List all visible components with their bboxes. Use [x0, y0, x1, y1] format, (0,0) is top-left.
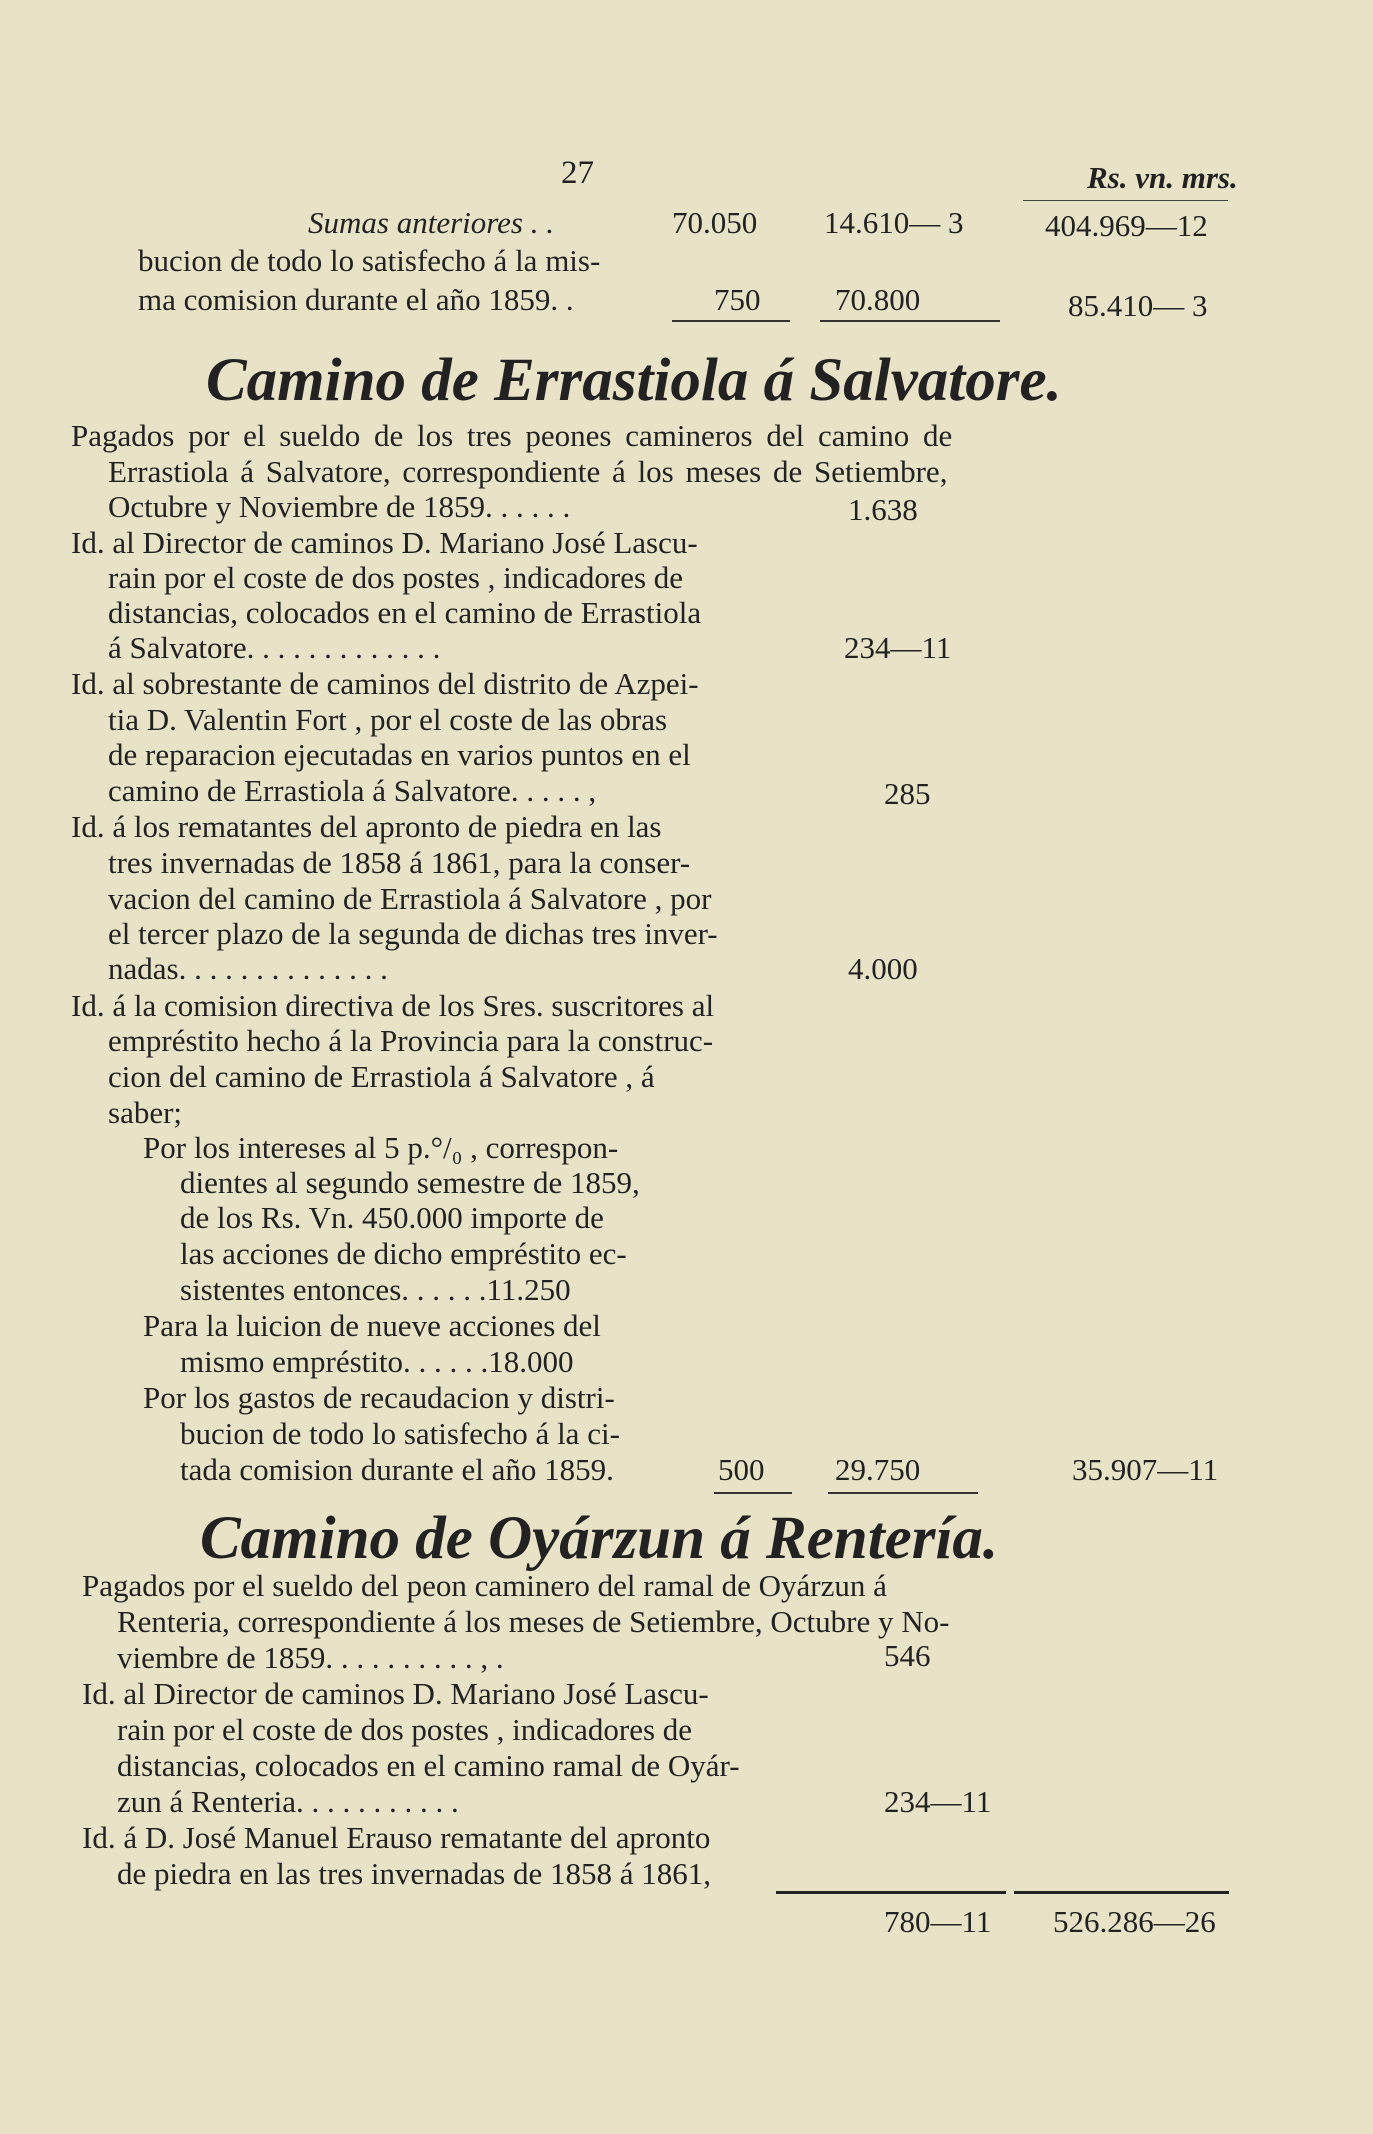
s1-entry4-line5: nadas. . . . . . . . . . . . . .	[108, 951, 388, 986]
s1-rule-b	[828, 1492, 978, 1494]
s1-sub2-line2: mismo empréstito. . . . . .18.000	[180, 1344, 574, 1379]
s1-sub3-amount-a: 500	[718, 1452, 765, 1487]
carry-amount-c1: 404.969—12	[1045, 208, 1208, 243]
s2-rule-a	[776, 1891, 1006, 1894]
s2-entry2-amount: 234—11	[884, 1784, 992, 1819]
header-rule	[1023, 200, 1228, 201]
s2-entry1-line2: Renteria, correspondiente á los meses de Setiembre, Octubre y No-	[117, 1604, 950, 1639]
carry-amount-a1: 70.050	[672, 205, 758, 240]
s1-entry4-line2: tres invernadas de 1858 á 1861, para la conser-	[108, 845, 691, 880]
s1-entry3-amount: 285	[884, 776, 931, 811]
s1-sub1-line3: de los Rs. Vn. 450.000 importe de	[180, 1200, 604, 1235]
s1-entry5-line4: saber;	[108, 1095, 183, 1130]
s1-entry4-line4: el tercer plazo de la segunda de dichas tres inver-	[108, 916, 718, 951]
s1-entry4-amount: 4.000	[848, 951, 918, 986]
s2-subtotal: 780—11	[884, 1904, 992, 1939]
s1-sub1-line1: Por los intereses al 5 p.°/₀ , correspon-	[143, 1130, 619, 1165]
s1-sub1-line2: dientes al segundo semestre de 1859,	[180, 1165, 640, 1200]
s2-entry1-line3: viembre de 1859. . . . . . . . . . , .	[117, 1640, 504, 1675]
s1-total: 35.907—11	[1072, 1452, 1219, 1487]
s2-total: 526.286—26	[1053, 1904, 1216, 1939]
s1-entry2-amount: 234—11	[844, 630, 952, 665]
s1-sub3-line1: Por los gastos de recaudacion y distri-	[143, 1380, 615, 1415]
carry-amount-a3: 750	[714, 282, 761, 317]
carry-rule-b	[820, 320, 1000, 322]
section-title-oyarzun: Camino de Oyárzun á Rentería.	[200, 1505, 999, 1572]
page-number: 27	[561, 155, 594, 191]
s1-entry4-line3: vacion del camino de Errastiola á Salvatore , por	[108, 881, 712, 916]
carry-line-2: bucion de todo lo satisfecho á la mis-	[138, 243, 601, 278]
s1-entry1-line1: Pagados por el sueldo de los tres peones camineros del camino de	[71, 418, 953, 453]
s2-entry2-line1: Id. al Director de caminos D. Mariano José Lascu-	[82, 1676, 709, 1711]
carry-amount-b3: 70.800	[835, 282, 921, 317]
s1-sub2-line1: Para la luicion de nueve acciones del	[143, 1308, 601, 1343]
carry-line-1: Sumas anteriores . .	[308, 205, 554, 240]
s1-entry4-line1: Id. á los rematantes del apronto de piedra en las	[71, 809, 662, 844]
s1-sub1-line4: las acciones de dicho empréstito ec-	[180, 1236, 627, 1271]
s1-sub3-amount-b: 29.750	[835, 1452, 921, 1487]
s1-entry3-line2: tia D. Valentin Fort , por el coste de las obras	[108, 702, 668, 737]
s1-entry2-line3: distancias, colocados en el camino de Errastiola	[108, 595, 702, 630]
s2-entry2-line3: distancias, colocados en el camino ramal de Oyár-	[117, 1748, 740, 1783]
s1-sub1-line5: sistentes entonces. . . . . .11.250	[180, 1272, 571, 1307]
carry-amount-b1: 14.610— 3	[824, 205, 964, 240]
carry-line-3: ma comision durante el año 1859. .	[138, 282, 574, 317]
carry-rule-a	[672, 320, 790, 322]
s1-entry1-amount: 1.638	[848, 492, 918, 527]
carry-amount-c3: 85.410— 3	[1068, 288, 1208, 323]
s1-rule-a	[714, 1492, 792, 1494]
s2-entry3-line2: de piedra en las tres invernadas de 1858 á 1861,	[117, 1856, 711, 1891]
s2-entry2-line4: zun á Renteria. . . . . . . . . . .	[117, 1784, 459, 1819]
s1-sub3-line2: bucion de todo lo satisfecho á la ci-	[180, 1416, 620, 1451]
s1-entry1-line3: Octubre y Noviembre de 1859. . . . . .	[108, 489, 571, 524]
s2-rule-b	[1014, 1891, 1229, 1894]
s2-entry2-line2: rain por el coste de dos postes , indicadores de	[117, 1712, 693, 1747]
s1-entry5-line2: empréstito hecho á la Provincia para la construc-	[108, 1023, 714, 1058]
column-header: Rs. vn. mrs.	[1087, 160, 1238, 195]
s1-entry3-line1: Id. al sobrestante de caminos del distrito de Azpei-	[71, 666, 699, 701]
s1-entry3-line4: camino de Errastiola á Salvatore. . . . . ,	[108, 773, 597, 808]
s2-entry1-amount: 546	[884, 1638, 931, 1673]
s1-sub3-line3: tada comision durante el año 1859.	[180, 1452, 614, 1487]
section-title-errastiola: Camino de Errastiola á Salvatore.	[206, 347, 1062, 414]
s2-entry3-line1: Id. á D. José Manuel Erauso rematante del apronto	[82, 1820, 711, 1855]
s1-entry2-line4: á Salvatore. . . . . . . . . . . . .	[108, 630, 441, 665]
s1-entry5-line3: cion del camino de Errastiola á Salvatore , á	[108, 1059, 655, 1094]
s1-entry3-line3: de reparacion ejecutadas en varios puntos en el	[108, 737, 691, 772]
s1-entry1-line2: Errastiola á Salvatore, correspondiente á los meses de Setiembre,	[108, 454, 948, 489]
s2-entry1-line1: Pagados por el sueldo del peon caminero del ramal de Oyárzun á	[82, 1568, 887, 1603]
s1-entry2-line1: Id. al Director de caminos D. Mariano José Lascu-	[71, 525, 698, 560]
s1-entry5-line1: Id. á la comision directiva de los Sres. suscritores al	[71, 988, 715, 1023]
s1-entry2-line2: rain por el coste de dos postes , indicadores de	[108, 560, 684, 595]
